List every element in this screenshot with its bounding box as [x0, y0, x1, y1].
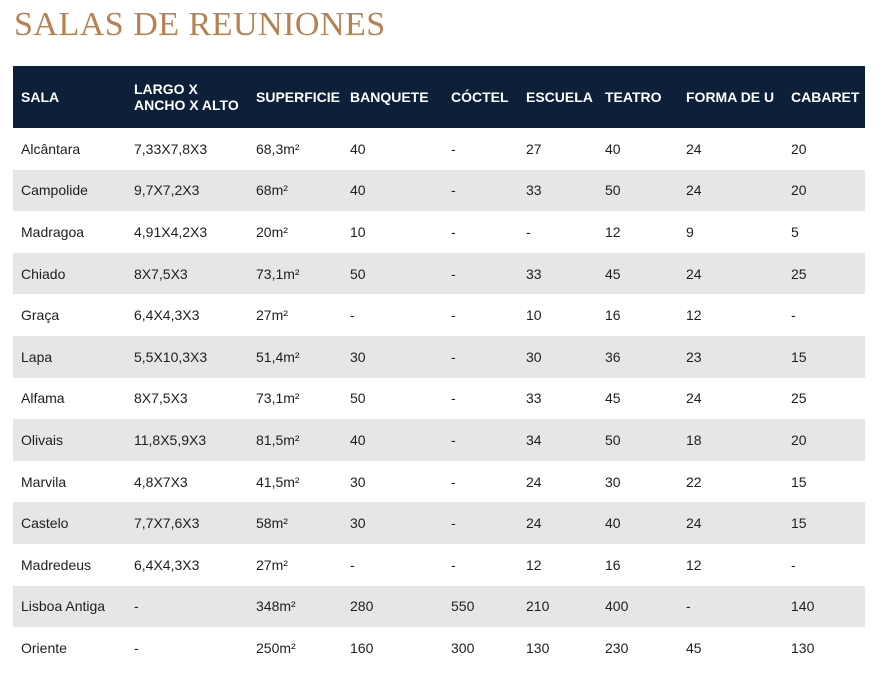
- cell-escuela: 10: [518, 294, 597, 336]
- cell-sala: Madragoa: [13, 211, 126, 253]
- table-header: [13, 66, 865, 128]
- cell-coctel: -: [443, 502, 518, 544]
- cell-coctel: 550: [443, 586, 518, 628]
- cell-escuela: 24: [518, 461, 597, 503]
- cell-dimensiones: 5,5X10,3X3: [126, 336, 248, 378]
- cell-sala: Campolide: [13, 170, 126, 212]
- table-row: [13, 419, 865, 461]
- cell-teatro: 45: [597, 378, 678, 420]
- cell-escuela: 33: [518, 253, 597, 295]
- cell-cabaret: 15: [783, 461, 865, 503]
- table-row: [13, 294, 865, 336]
- cell-escuela: 30: [518, 336, 597, 378]
- cell-dimensiones: 4,91X4,2X3: [126, 211, 248, 253]
- cell-coctel: -: [443, 419, 518, 461]
- cell-teatro: 50: [597, 419, 678, 461]
- cell-escuela: 27: [518, 128, 597, 170]
- cell-dimensiones: 11,8X5,9X3: [126, 419, 248, 461]
- column-header-label: ESCUELA: [526, 89, 593, 105]
- cell-escuela: 34: [518, 419, 597, 461]
- column-header-label: BANQUETE: [350, 89, 429, 105]
- table-row: [13, 253, 865, 295]
- table-row: [13, 586, 865, 628]
- column-header-banquete: [342, 66, 443, 128]
- cell-sala: Graça: [13, 294, 126, 336]
- column-header-escuela: [518, 66, 597, 128]
- cell-coctel: -: [443, 336, 518, 378]
- cell-cabaret: 20: [783, 128, 865, 170]
- cell-banquete: 50: [342, 253, 443, 295]
- cell-forma-de-u: 12: [678, 544, 783, 586]
- cell-banquete: -: [342, 544, 443, 586]
- header-row: [13, 66, 865, 128]
- cell-dimensiones: -: [126, 627, 248, 669]
- cell-sala: Lapa: [13, 336, 126, 378]
- cell-forma-de-u: 24: [678, 170, 783, 212]
- column-header-label: SALA: [21, 89, 60, 105]
- column-header-label: SUPERFICIE: [256, 89, 341, 105]
- cell-sala: Alcântara: [13, 128, 126, 170]
- table-row: [13, 170, 865, 212]
- cell-coctel: -: [443, 378, 518, 420]
- cell-coctel: -: [443, 211, 518, 253]
- cell-dimensiones: 4,8X7X3: [126, 461, 248, 503]
- cell-banquete: 160: [342, 627, 443, 669]
- cell-teatro: 16: [597, 294, 678, 336]
- cell-dimensiones: 6,4X4,3X3: [126, 544, 248, 586]
- cell-coctel: -: [443, 170, 518, 212]
- cell-forma-de-u: -: [678, 586, 783, 628]
- cell-forma-de-u: 12: [678, 294, 783, 336]
- column-header-label: FORMA DE U: [686, 89, 775, 105]
- cell-banquete: 30: [342, 336, 443, 378]
- page-title: SALAS DE REUNIONES: [14, 6, 386, 43]
- cell-sala: Chiado: [13, 253, 126, 295]
- column-header-cabaret: [783, 66, 865, 128]
- cell-dimensiones: 8X7,5X3: [126, 378, 248, 420]
- column-header-forma-de-u: [678, 66, 783, 128]
- cell-banquete: 50: [342, 378, 443, 420]
- cell-coctel: -: [443, 128, 518, 170]
- cell-coctel: -: [443, 294, 518, 336]
- meeting-rooms-table: [13, 66, 865, 669]
- table-row: [13, 336, 865, 378]
- cell-superficie: 68,3m²: [248, 128, 342, 170]
- cell-coctel: -: [443, 253, 518, 295]
- cell-banquete: 40: [342, 170, 443, 212]
- cell-cabaret: 130: [783, 627, 865, 669]
- cell-banquete: 40: [342, 128, 443, 170]
- cell-dimensiones: 9,7X7,2X3: [126, 170, 248, 212]
- cell-sala: Castelo: [13, 502, 126, 544]
- cell-banquete: 30: [342, 461, 443, 503]
- cell-forma-de-u: 24: [678, 502, 783, 544]
- table-body: [13, 128, 865, 669]
- table-row: [13, 211, 865, 253]
- column-header-dimensiones: [126, 66, 248, 128]
- cell-banquete: 40: [342, 419, 443, 461]
- cell-cabaret: 15: [783, 502, 865, 544]
- cell-forma-de-u: 24: [678, 128, 783, 170]
- cell-superficie: 73,1m²: [248, 378, 342, 420]
- cell-coctel: -: [443, 461, 518, 503]
- cell-teatro: 30: [597, 461, 678, 503]
- cell-forma-de-u: 22: [678, 461, 783, 503]
- cell-cabaret: 140: [783, 586, 865, 628]
- cell-banquete: 10: [342, 211, 443, 253]
- table-row: [13, 627, 865, 669]
- cell-escuela: 33: [518, 378, 597, 420]
- cell-escuela: 33: [518, 170, 597, 212]
- cell-teatro: 50: [597, 170, 678, 212]
- table-row: [13, 502, 865, 544]
- cell-dimensiones: 7,7X7,6X3: [126, 502, 248, 544]
- cell-cabaret: -: [783, 294, 865, 336]
- cell-teatro: 40: [597, 128, 678, 170]
- cell-superficie: 58m²: [248, 502, 342, 544]
- cell-superficie: 68m²: [248, 170, 342, 212]
- cell-superficie: 73,1m²: [248, 253, 342, 295]
- cell-sala: Alfama: [13, 378, 126, 420]
- cell-sala: Olivais: [13, 419, 126, 461]
- cell-superficie: 20m²: [248, 211, 342, 253]
- cell-banquete: 30: [342, 502, 443, 544]
- cell-escuela: 210: [518, 586, 597, 628]
- cell-teatro: 45: [597, 253, 678, 295]
- cell-teatro: 400: [597, 586, 678, 628]
- column-header-label: CABARET: [791, 89, 860, 105]
- cell-teatro: 36: [597, 336, 678, 378]
- cell-cabaret: 15: [783, 336, 865, 378]
- cell-escuela: 130: [518, 627, 597, 669]
- column-header-coctel: [443, 66, 518, 128]
- cell-cabaret: 20: [783, 170, 865, 212]
- cell-teatro: 16: [597, 544, 678, 586]
- cell-superficie: 41,5m²: [248, 461, 342, 503]
- cell-forma-de-u: 24: [678, 378, 783, 420]
- cell-cabaret: 25: [783, 253, 865, 295]
- table-row: [13, 461, 865, 503]
- table-row: [13, 544, 865, 586]
- column-header-label: LARGO X: [134, 81, 198, 97]
- cell-forma-de-u: 45: [678, 627, 783, 669]
- cell-forma-de-u: 18: [678, 419, 783, 461]
- cell-cabaret: -: [783, 544, 865, 586]
- cell-dimensiones: 7,33X7,8X3: [126, 128, 248, 170]
- cell-dimensiones: 6,4X4,3X3: [126, 294, 248, 336]
- cell-dimensiones: 8X7,5X3: [126, 253, 248, 295]
- cell-superficie: 348m²: [248, 586, 342, 628]
- cell-banquete: -: [342, 294, 443, 336]
- cell-forma-de-u: 9: [678, 211, 783, 253]
- column-header-label: CÓCTEL: [451, 89, 509, 105]
- cell-sala: Oriente: [13, 627, 126, 669]
- cell-sala: Marvila: [13, 461, 126, 503]
- cell-cabaret: 5: [783, 211, 865, 253]
- cell-escuela: 12: [518, 544, 597, 586]
- cell-escuela: 24: [518, 502, 597, 544]
- cell-cabaret: 20: [783, 419, 865, 461]
- table-row: [13, 378, 865, 420]
- table-row: [13, 128, 865, 170]
- cell-banquete: 280: [342, 586, 443, 628]
- cell-superficie: 27m²: [248, 544, 342, 586]
- column-header-teatro: [597, 66, 678, 128]
- cell-superficie: 81,5m²: [248, 419, 342, 461]
- cell-teatro: 40: [597, 502, 678, 544]
- cell-forma-de-u: 23: [678, 336, 783, 378]
- cell-coctel: -: [443, 544, 518, 586]
- cell-cabaret: 25: [783, 378, 865, 420]
- cell-coctel: 300: [443, 627, 518, 669]
- cell-superficie: 250m²: [248, 627, 342, 669]
- column-header-sala: [13, 66, 126, 128]
- cell-superficie: 51,4m²: [248, 336, 342, 378]
- cell-dimensiones: -: [126, 586, 248, 628]
- column-header-label: ANCHO X ALTO: [134, 97, 239, 113]
- cell-teatro: 230: [597, 627, 678, 669]
- cell-forma-de-u: 24: [678, 253, 783, 295]
- column-header-superficie: [248, 66, 342, 128]
- column-header-label: TEATRO: [605, 89, 662, 105]
- cell-superficie: 27m²: [248, 294, 342, 336]
- cell-sala: Madredeus: [13, 544, 126, 586]
- cell-escuela: -: [518, 211, 597, 253]
- cell-teatro: 12: [597, 211, 678, 253]
- cell-sala: Lisboa Antiga: [13, 586, 126, 628]
